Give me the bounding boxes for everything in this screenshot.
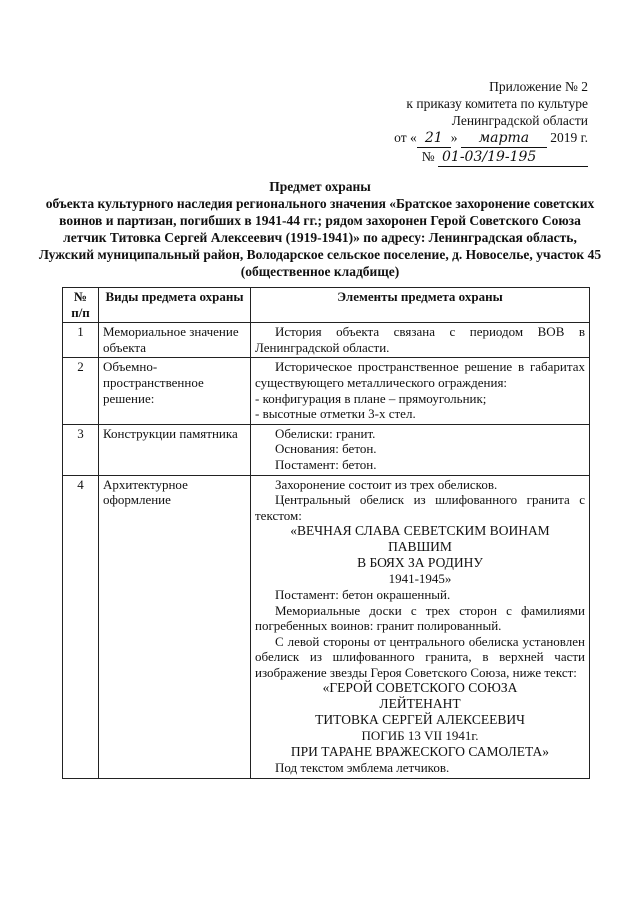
date-prefix: от « [394,130,417,145]
row-number: 2 [63,358,99,424]
table-header-row [63,288,590,323]
element-paragraph: Захоронение состоит из трех обелисков. [275,476,498,492]
inscription-line: 1941-1945» [388,571,452,587]
row-elements [251,475,590,778]
protection-table [62,287,590,779]
inscription-line: ТИТОВКА СЕРГЕЙ АЛЕКСЕЕВИЧ [315,712,525,728]
row-type: Архитектурное оформление [99,475,251,778]
title-heading: Предмет охраны [269,179,371,194]
element-paragraph: - конфигурация в плане – прямоугольник; [255,390,487,406]
inscription-line: «ВЕЧНАЯ СЛАВА СЕВЕТСКИМ ВОИНАМ [290,523,550,539]
row-elements [251,358,590,424]
element-paragraph: Мемориальные доски с трех сторон с фамилиями погребенных воинов: гранит полированный. [255,602,585,634]
element-paragraph: Обелиски: гранит. [275,425,376,441]
order-number-handwritten: 01-03/19-195 [438,149,588,167]
date-mid: » [450,130,458,145]
inscription-line: ЛЕЙТЕНАНТ [379,696,461,712]
row-type: Мемориальное значение объекта [99,323,251,358]
document-title [38,178,602,280]
number-prefix: № [421,149,435,164]
inscription-line: ПОГИБ 13 VII 1941г. [361,728,479,744]
row-elements [251,424,590,475]
inscription-line: ПАВШИМ [388,539,452,555]
header-elements: Элементы предмета охраны [251,288,590,323]
row-elements [251,323,590,358]
element-paragraph: Основания: бетон. [275,441,377,457]
annex-block [394,78,588,167]
annex-region-line: Ленинградской области [451,113,588,128]
inscription-line: «ГЕРОЙ СОВЕТСКОГО СОЮЗА [322,680,518,696]
row-type: Конструкции памятника [99,424,251,475]
table-row [63,475,590,778]
inscription-line: В БОЯХ ЗА РОДИНУ [357,555,483,571]
element-paragraph: Центральный обелиск из шлифованного гранита с текстом: [255,492,585,523]
element-paragraph: - высотные отметки 3-х стел. [255,406,416,422]
date-year: 2019 г. [550,130,588,145]
inscription-line: ПРИ ТАРАНЕ ВРАЖЕСКОГО САМОЛЕТА» [290,744,550,760]
element-paragraph: Под текстом эмблема летчиков. [275,760,450,776]
annex-title: Приложение № 2 [489,79,588,94]
table-row [63,323,590,358]
row-number: 3 [63,424,99,475]
row-number: 4 [63,475,99,778]
table-row [63,424,590,475]
header-number: № п/п [63,288,99,323]
date-day-handwritten: 21 [417,130,451,148]
table-row [63,358,590,424]
element-paragraph: Историческое пространственное решение в габаритах существующего металлического ограждения: [255,359,585,390]
annex-date-line [394,129,588,148]
element-paragraph: Постамент: бетон окрашенный. [275,586,451,602]
date-month-handwritten: марта [461,130,547,148]
element-paragraph: С левой стороны от центрального обелиска установлен обелиск из шлифованного гранита, в верхней части изображение звезды Героя Советского Союза, ниже текст: [255,633,585,680]
row-type: Объемно-пространственное решение: [99,358,251,424]
element-paragraph: История объекта связана с периодом ВОВ в Ленинградской области. [255,324,585,355]
annex-number-line [394,148,588,167]
header-type: Виды предмета охраны [99,288,251,323]
annex-order-line: к приказу комитета по культуре [406,96,588,111]
element-paragraph: Постамент: бетон. [275,456,377,472]
row-number: 1 [63,323,99,358]
title-body: объекта культурного наследия регионального значения «Братское захоронение советских воинов и партизан, погибших в 1941-44 гг.; рядом захоронен Герой Советского Союза летчик Титовка Сергей Алексеевич (1919-1941)» по адресу: Ленинградская область, Лужский муниципальный район, Володарское сельское поселение, д. Новоселье, участок 45 (общественное кладбище) [38,196,602,279]
